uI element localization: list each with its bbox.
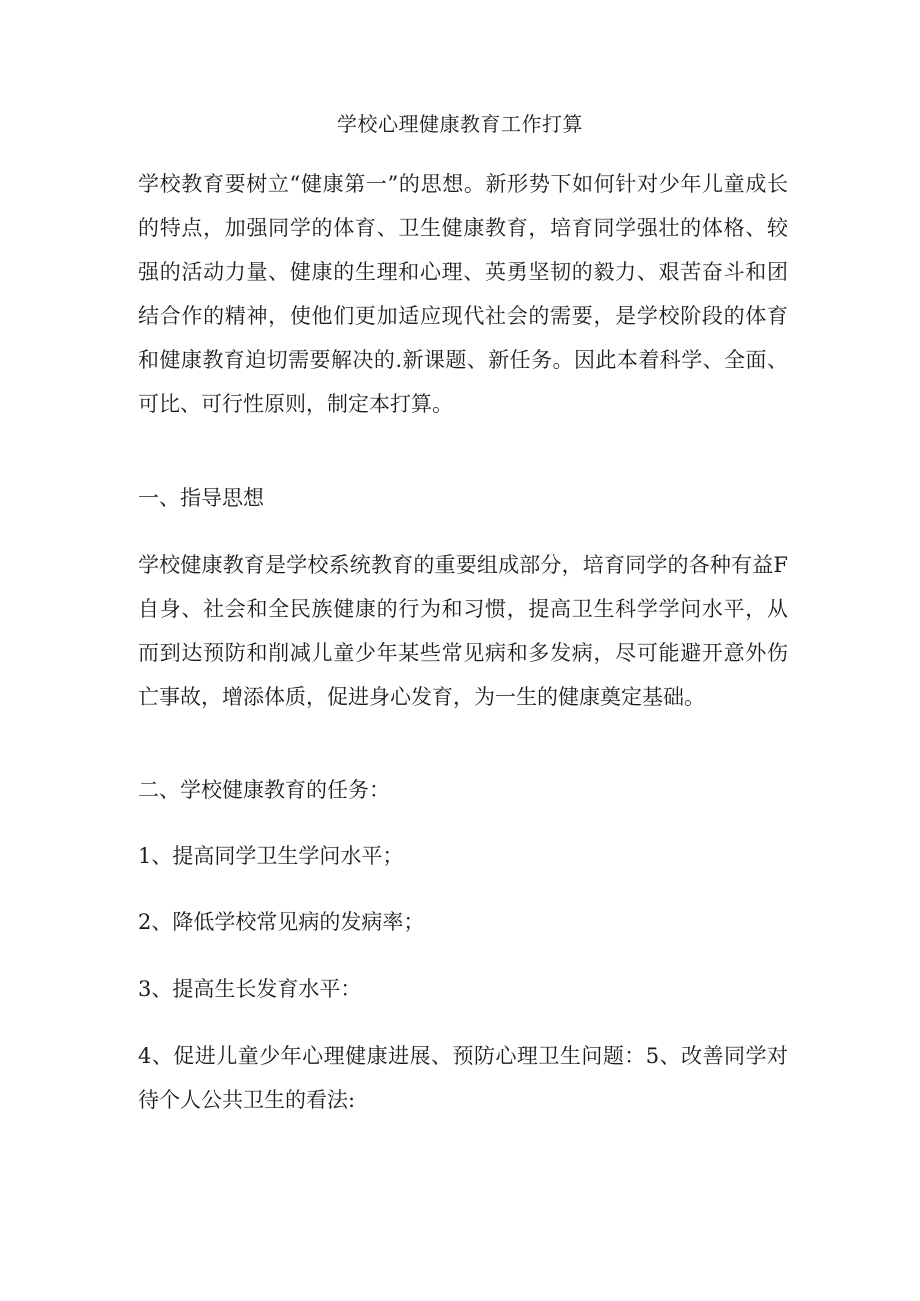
task-item-3: 3、提高生长发育水平： xyxy=(138,977,362,1001)
task-item-1: 1、提高同学卫生学问水平； xyxy=(138,844,404,868)
task-item-4-5: 4、促进儿童少年心理健康进展、预防心理卫生问题：5、改善同学对待个人公共卫生的看法: xyxy=(138,1044,788,1112)
section-heading-guiding-thought: 一、指导思想 xyxy=(138,486,264,510)
document-title: 学校心理健康教育工作打算 xyxy=(337,112,583,136)
task-item-2: 2、降低学校常见病的发病率； xyxy=(138,910,425,934)
section-heading-tasks: 二、学校健康教育的任务： xyxy=(138,778,390,802)
intro-paragraph: 学校教育要树立“健康第一”的思想。新形势下如何针对少年儿童成长的特点，加强同学的体育、卫生健康教育，培育同学强壮的体格、较强的活动力量、健康的生理和心理、英勇坚韧的毅力、艰苦奋斗和团结合作的精神，使他们更加适应现代社会的需要，是学校阶段的体育和健康教育迫切需要解决的.新课题、新任务。因此本着科学、全面、可比、可行性原则，制定本打算。 xyxy=(138,172,788,416)
guiding-thought-paragraph: 学校健康教育是学校系统教育的重要组成部分，培育同学的各种有益F自身、社会和全民族健康的行为和习惯，提高卫生科学学问水平，从而到达预防和削减儿童少年某些常见病和多发病，尽可能避开意外伤亡事故，增添体质，促进身心发育，为一生的健康奠定基础。 xyxy=(138,553,788,709)
